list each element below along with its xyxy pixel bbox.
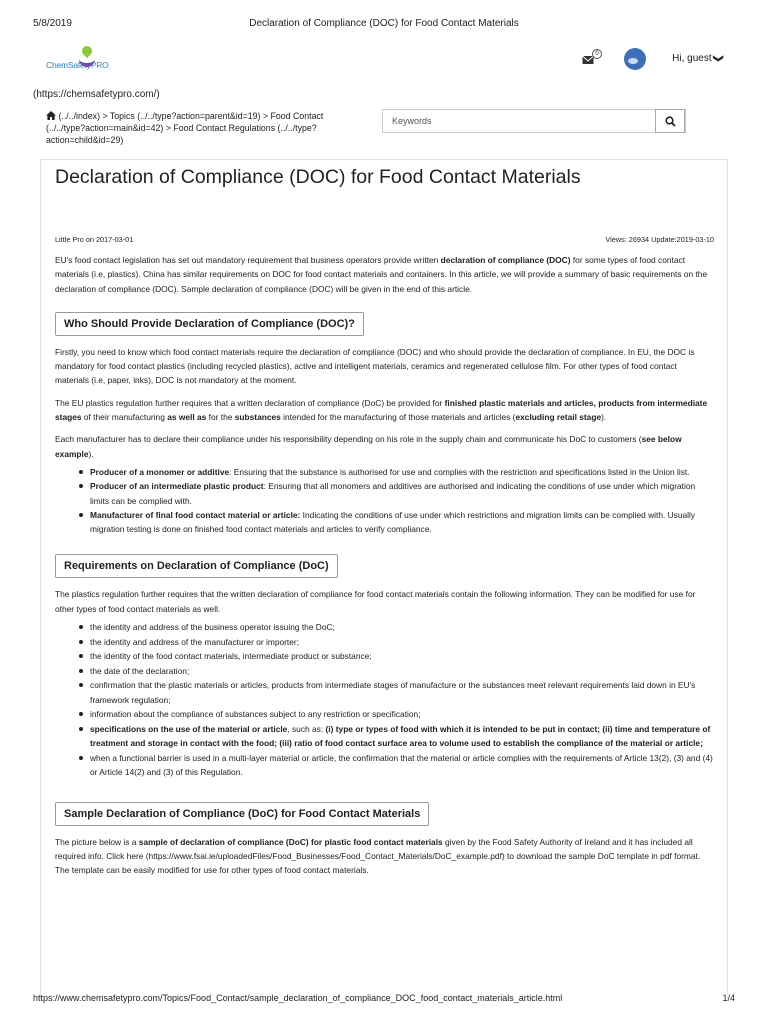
section3-paragraph1: The picture below is a sample of declaration of compliance (DoC) for plastic food contact materials given by the Food Safety Authority of Ireland and it has included all required info. Click here (https://www.fsai.ie/uploadedFiles/Food_Businesses/Food_Contact_Materials/DoC_example.pdf) to download the sample DoC template in pdf format. The template can be easily modified for use for other types of food contact materials.	[55, 836, 701, 876]
article-title: Declaration of Compliance (DOC) for Food Contact Materials	[55, 166, 581, 188]
print-title: Declaration of Compliance (DOC) for Food Contact Materials	[249, 18, 519, 29]
list-item: the identity of the food contact materials, intermediate product or substance;	[77, 649, 713, 664]
site-logo[interactable]	[46, 46, 109, 86]
avatar[interactable]	[624, 48, 646, 70]
home-icon[interactable]	[46, 111, 56, 120]
section-heading-sample: Sample Declaration of Compliance (DoC) for Food Contact Materials	[55, 802, 429, 826]
notification-badge: 0	[592, 49, 602, 59]
list-item: when a functional barrier is used in a multi-layer material or article, the confirmation that the material or article complies with the requirements of Article 13(2), (3) and (4) or Article 14(2) and (3) of this Regulation.	[77, 751, 713, 780]
site-url-link[interactable]: (https://chemsafetypro.com/)	[33, 89, 160, 100]
role-list	[55, 465, 713, 536]
list-item: the identity and address of the manufacturer or importer;	[77, 635, 713, 650]
section1-paragraph3: Each manufacturer has to declare their compliance under his responsibility depending on his role in the supply chain and communicate his DoC to customers (see below example).	[55, 434, 682, 459]
search-icon	[665, 116, 676, 127]
page-number: 1/4	[722, 993, 735, 1003]
requirements-list	[55, 620, 713, 780]
list-item: confirmation that the plastic materials or articles, products from intermediate stages of manufacture or the substances meet relevant requirements laid down in EU's framework regulation;	[77, 678, 713, 707]
list-item: Producer of a monomer or additive: Ensuring that the substance is authorised for use and complies with the restriction and specifications listed in the Union list.	[77, 465, 713, 479]
list-item: Producer of an intermediate plastic product: Ensuring that all monomers and additives are authorised and indicating the conditions of use under which migration limits can be complied with.	[77, 479, 713, 508]
article-author: Little Pro on 2017-03-01	[55, 235, 134, 244]
chevron-down-icon: ❯	[712, 54, 724, 63]
article-stats: Views: 26934 Update:2019-03-10	[605, 235, 714, 244]
list-item: Manufacturer of final food contact material or article: Indicating the conditions of use under which restrictions and migration limits can be complied with. Usually migration testing is done on finished food contact materials and articles to verify compliance.	[77, 508, 713, 537]
search-input[interactable]	[383, 110, 657, 132]
intro-paragraph: EU's food contact legislation has set out mandatory requirement that business operators provide written declaration of compliance (DOC) for some types of food contact materials (i.e, plastics). China has similar requirements on DOC for food contact materials and containers. In this article, we will provide a summary of basic requirements on the declaration of compliance (DOC). Sample declaration of compliance (DOC) will be given in the end of this article.	[55, 255, 708, 294]
list-item: specifications on the use of the material or article, such as: (i) type or types of food with which it is intended to be put in contact; (ii) time and temperature of treatment and storage in contact with the food; (iii) ratio of food contact surface area to volume used to establish the compliance of the material or article;	[77, 722, 713, 751]
user-menu[interactable]	[582, 48, 722, 72]
section-heading-requirements: Requirements on Declaration of Compliance (DoC)	[55, 554, 338, 578]
drop-icon	[80, 44, 94, 58]
greeting-label: Hi, guest	[672, 53, 712, 64]
list-item: the date of the declaration;	[77, 664, 713, 679]
article-body	[55, 253, 713, 885]
section1-paragraph1: Firstly, you need to know which food contact materials require the declaration of compliance (DOC) and who should provide the declaration of compliance. In EU, the DOC is mandatory for food contact plastics (including recycled plastics), active and intelligent materials, ceramics and regenerated cellulose film. For other types of food contact materials (i.e, paper, inks), DOC is not mandatory at the moment.	[55, 346, 695, 386]
search-bar	[382, 109, 686, 133]
breadcrumb-text[interactable]: (../../index) > Topics (../../type?action=parent&id=19) > Food Contact (../../type?action=main&id=42) > Food Contact Regulations (../../type?action=child&id=29)	[46, 111, 324, 145]
print-header	[33, 18, 735, 32]
section2-paragraph1: The plastics regulation further requires that the written declaration of compliance for food contact materials contain the following information. They can be modified for use for other types of food contact materials as well.	[55, 589, 696, 614]
list-item: information about the compliance of substances subject to any restriction or specification;	[77, 707, 713, 722]
search-button[interactable]	[655, 109, 685, 133]
user-greeting[interactable]	[672, 53, 722, 64]
print-footer-url: https://www.chemsafetypro.com/Topics/Food_Contact/sample_declaration_of_compliance_DOC_food_contact_materials_article.html	[33, 993, 563, 1003]
list-item: the identity and address of the business operator issuing the DoC;	[77, 620, 713, 635]
section1-paragraph2: The EU plastics regulation further requires that a written declaration of compliance (DoC) be provided for finished plastic materials and articles, products from intermediate stages of their manufacturing as well as for the substances intended for the manufacturing of those materials and articles (excluding retail stage).	[55, 397, 708, 423]
logo-text: ChemSafetyPRO	[46, 60, 109, 70]
breadcrumb[interactable]	[46, 110, 362, 146]
section-heading-who: Who Should Provide Declaration of Compliance (DOC)?	[55, 312, 364, 336]
print-date: 5/8/2019	[33, 18, 72, 29]
